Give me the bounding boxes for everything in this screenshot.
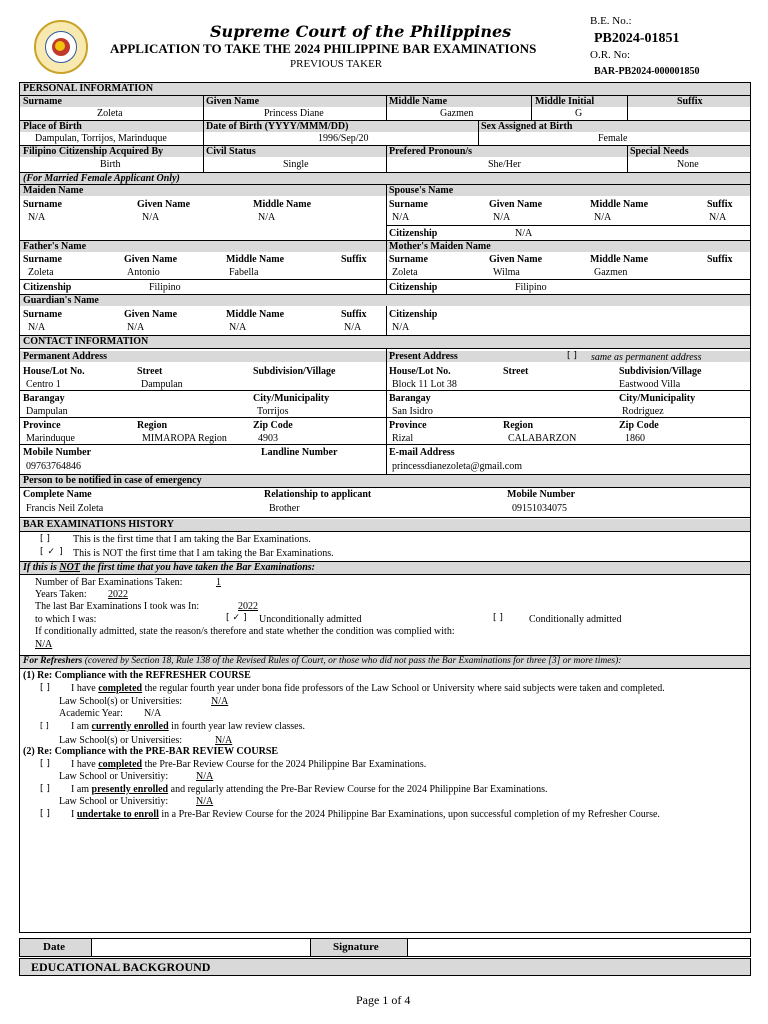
- father-surname-value: Zoleta: [28, 267, 54, 278]
- pres-subdivision-value: Eastwood Villa: [619, 379, 681, 390]
- seal-sun: [55, 41, 65, 51]
- email-value: princessdianezoleta@gmail.com: [392, 461, 522, 472]
- place-of-birth-value: Dampulan, Torrijos, Marinduque: [35, 133, 167, 144]
- middle-initial-label: Middle Initial: [535, 96, 595, 107]
- r2a-school-label: Law School or Universitiy:: [59, 771, 169, 782]
- cond-reason-value: N/A: [35, 639, 53, 650]
- guardian-given-value: N/A: [127, 322, 145, 333]
- sex-label: Sex Assigned at Birth: [481, 121, 573, 132]
- form-title: APPLICATION TO TAKE THE 2024 PHILIPPINE BAR EXAMINATIONS: [110, 41, 537, 56]
- pres-region-label: Region: [503, 420, 533, 431]
- seal-core: [52, 38, 70, 56]
- court-name: Supreme Court of the Philippines: [210, 22, 512, 41]
- seal-inner: [45, 31, 77, 63]
- emergency-name-value: Francis Neil Zoleta: [26, 503, 104, 514]
- father-given-label: Given Name: [124, 254, 178, 265]
- pres-barangay-value: San Isidro: [392, 406, 433, 417]
- r2b-statement: I am presently enrolled and regularly attending the Pre-Bar Review Course for the 2024 Philippine Bar Examinations.: [71, 784, 548, 795]
- landline-label: Landline Number: [261, 447, 338, 458]
- civil-status-value: Single: [283, 159, 309, 170]
- perm-city-label: City/Municipality: [253, 393, 330, 404]
- emergency-name-label: Complete Name: [23, 489, 92, 500]
- mother-name-title: Mother's Maiden Name: [389, 241, 491, 252]
- surname-value: Zoleta: [97, 108, 123, 119]
- date-label: Date: [43, 941, 65, 953]
- contact-section-header: CONTACT INFORMATION: [20, 336, 750, 348]
- uncond-check-icon: ✓: [232, 613, 241, 623]
- perm-barangay-value: Dampulan: [26, 406, 68, 417]
- years-taken-value: 2022: [108, 589, 128, 600]
- middle-name-label: Middle Name: [389, 96, 448, 107]
- mother-citizenship-label: Citizenship: [389, 282, 438, 293]
- first-time-checkbox[interactable]: [ ]: [40, 534, 50, 544]
- admitted-label: to which I was:: [35, 614, 97, 625]
- mother-suffix-label: Suffix: [707, 254, 733, 265]
- mother-citizenship-value: Filipino: [515, 282, 547, 293]
- father-middle-value: Fabella: [229, 267, 259, 278]
- pres-city-value: Rodriguez: [622, 406, 664, 417]
- history-section-header: BAR EXAMINATIONS HISTORY: [20, 519, 750, 531]
- r1b-checkbox[interactable]: [ ]: [40, 721, 49, 730]
- r2c-checkbox[interactable]: [ ]: [40, 809, 50, 819]
- personal-section-header: PERSONAL INFORMATION: [20, 83, 750, 95]
- special-needs-value: None: [677, 159, 699, 170]
- page-number: Page 1 of 4: [356, 993, 411, 1007]
- prebar-course-title: (2) Re: Compliance with the PRE-BAR REVIEW COURSE: [23, 746, 279, 757]
- maiden-middle-label: Middle Name: [253, 199, 312, 210]
- maiden-name-title: Maiden Name: [23, 185, 84, 196]
- pres-city-label: City/Municipality: [619, 393, 696, 404]
- spouse-given-value: N/A: [493, 212, 511, 223]
- guardian-citizenship-label: Citizenship: [389, 309, 438, 320]
- uncond-admitted-checkbox[interactable]: [ ✓ ]: [226, 613, 247, 623]
- perm-region-label: Region: [137, 420, 167, 431]
- r2a-checkbox[interactable]: [ ]: [40, 759, 50, 769]
- mother-middle-label: Middle Name: [590, 254, 649, 265]
- spouse-citizenship-label: Citizenship: [389, 228, 438, 239]
- mother-surname-label: Surname: [389, 254, 428, 265]
- pronouns-label: Prefered Pronoun/s: [389, 146, 473, 157]
- citizenship-acquired-value: Birth: [100, 159, 121, 170]
- r2b-checkbox[interactable]: [ ]: [40, 784, 50, 794]
- not-first-time-checkbox[interactable]: [ ✓ ]: [40, 547, 63, 557]
- same-as-permanent-label: same as permanent address: [591, 352, 702, 363]
- if-not-first-title: If this is NOT the first time that you have taken the Bar Examinations:: [20, 562, 750, 574]
- mother-surname-value: Zoleta: [392, 267, 418, 278]
- guardian-suffix-value: N/A: [344, 322, 362, 333]
- not-first-time-label: This is NOT the first time that I am taking the Bar Examinations.: [73, 548, 334, 559]
- pres-subdivision-label: Subdivision/Village: [619, 366, 702, 377]
- pres-zip-value: 1860: [625, 433, 645, 444]
- perm-street-label: Street: [137, 366, 163, 377]
- guardian-citizenship-value: N/A: [392, 322, 410, 333]
- perm-city-value: Torrijos: [257, 406, 289, 417]
- r1b-statement: I am currently enrolled in fourth year law review classes.: [71, 721, 306, 732]
- r2b-school-label: Law School or Universitiy:: [59, 796, 169, 807]
- num-taken-label: Number of Bar Examinations Taken:: [35, 577, 183, 588]
- r1a-school-value: N/A: [211, 696, 229, 707]
- father-suffix-label: Suffix: [341, 254, 367, 265]
- perm-street-value: Dampulan: [141, 379, 183, 390]
- perm-zip-label: Zip Code: [253, 420, 293, 431]
- pres-house-value: Block 11 Lot 38: [392, 379, 457, 390]
- mobile-value: 09763764846: [26, 461, 81, 472]
- perm-house-label: House/Lot No.: [23, 366, 85, 377]
- supreme-court-seal: [34, 20, 88, 74]
- middle-name-value: Gazmen: [440, 108, 474, 119]
- permanent-address-title: Permanent Address: [23, 351, 107, 362]
- father-middle-label: Middle Name: [226, 254, 285, 265]
- signature-label: Signature: [333, 941, 379, 953]
- spouse-middle-label: Middle Name: [590, 199, 649, 210]
- maiden-middle-value: N/A: [258, 212, 276, 223]
- guardian-middle-label: Middle Name: [226, 309, 285, 320]
- cond-reason-label: If conditionally admitted, state the reason/s therefore and state whether the condition was complied with:: [35, 626, 455, 637]
- father-name-title: Father's Name: [23, 241, 87, 252]
- special-needs-label: Special Needs: [630, 146, 689, 157]
- guardian-surname-label: Surname: [23, 309, 62, 320]
- citizenship-acquired-label: Filipino Citizenship Acquired By: [23, 146, 164, 157]
- r1a-statement: I have completed the regular fourth year under bona fide professors of the Law School or University where said subjects were taken and completed.: [71, 683, 665, 694]
- educational-background-header: EDUCATIONAL BACKGROUND: [31, 960, 211, 974]
- date-of-birth-value: 1996/Sep/20: [318, 133, 369, 144]
- guardian-suffix-label: Suffix: [341, 309, 367, 320]
- years-taken-label: Years Taken:: [35, 589, 87, 600]
- guardian-middle-value: N/A: [229, 322, 247, 333]
- pres-zip-label: Zip Code: [619, 420, 659, 431]
- emergency-title: Person to be notified in case of emergency: [20, 475, 750, 487]
- pres-house-label: House/Lot No.: [389, 366, 451, 377]
- date-of-birth-label: Date of Birth (YYYY/MMM/DD): [206, 121, 349, 132]
- perm-barangay-label: Barangay: [23, 393, 65, 404]
- perm-province-value: Marinduque: [26, 433, 75, 444]
- spouse-suffix-value: N/A: [709, 212, 727, 223]
- mother-given-label: Given Name: [489, 254, 543, 265]
- r2a-school-value: N/A: [196, 771, 214, 782]
- suffix-label: Suffix: [677, 96, 703, 107]
- spouse-given-label: Given Name: [489, 199, 543, 210]
- not-first-time-check-icon: ✓: [47, 547, 56, 557]
- num-taken-value: 1: [216, 577, 221, 588]
- present-address-title: Present Address: [389, 351, 458, 362]
- personal-label-bar-1: [20, 96, 750, 107]
- perm-zip-value: 4903: [258, 433, 278, 444]
- r2b-school-value: N/A: [196, 796, 214, 807]
- cond-admitted-label: Conditionally admitted: [529, 614, 622, 625]
- signature-field[interactable]: [408, 939, 750, 956]
- form-subtitle: PREVIOUS TAKER: [290, 58, 383, 70]
- surname-label: Surname: [23, 96, 62, 107]
- guardian-surname-value: N/A: [28, 322, 46, 333]
- pronouns-value: She/Her: [488, 159, 521, 170]
- father-given-value: Antonio: [127, 267, 160, 278]
- r2a-statement: I have completed the Pre-Bar Review Course for the 2024 Philippine Bar Examinations.: [71, 759, 427, 770]
- maiden-given-label: Given Name: [137, 199, 191, 210]
- married-female-note: (For Married Female Applicant Only): [20, 173, 750, 184]
- sex-value: Female: [598, 133, 628, 144]
- r1b-school-label: Law School(s) or Universities:: [59, 735, 183, 746]
- personal-label-bar-2: [20, 121, 750, 132]
- spouse-middle-value: N/A: [594, 212, 612, 223]
- emergency-mobile-value: 09151034075: [512, 503, 567, 514]
- given-name-value: Princess Diane: [264, 108, 324, 119]
- father-surname-label: Surname: [23, 254, 62, 265]
- last-exam-value: 2022: [238, 601, 258, 612]
- spouse-name-title: Spouse's Name: [389, 185, 454, 196]
- first-time-label: This is the first time that I am taking the Bar Examinations.: [73, 534, 311, 545]
- refreshers-title: For Refreshers (covered by Section 18, Rule 138 of the Revised Rules of Court, or those who did not pass the Bar Examinations for three [3] or more times):: [20, 656, 750, 668]
- spouse-surname-value: N/A: [392, 212, 410, 223]
- civil-status-label: Civil Status: [206, 146, 256, 157]
- emergency-mobile-label: Mobile Number: [507, 489, 576, 500]
- refresher-course-title: (1) Re: Compliance with the REFRESHER COURSE: [23, 670, 251, 681]
- guardian-given-label: Given Name: [124, 309, 178, 320]
- cond-admitted-checkbox[interactable]: [ ]: [493, 613, 503, 623]
- r1a-year-value: N/A: [144, 708, 162, 719]
- pres-barangay-label: Barangay: [389, 393, 431, 404]
- same-as-permanent-checkbox[interactable]: [ ]: [567, 351, 577, 361]
- maiden-surname-label: Surname: [23, 199, 62, 210]
- r1b-school-value: N/A: [215, 735, 233, 746]
- or-no-label: O.R. No:: [590, 49, 631, 61]
- given-name-label: Given Name: [206, 96, 260, 107]
- uncond-admitted-label: Unconditionally admitted: [259, 614, 362, 625]
- emergency-relationship-value: Brother: [269, 503, 300, 514]
- perm-subdivision-label: Subdivision/Village: [253, 366, 336, 377]
- pres-province-label: Province: [389, 420, 427, 431]
- mother-middle-value: Gazmen: [594, 267, 628, 278]
- maiden-given-value: N/A: [142, 212, 160, 223]
- r1a-year-label: Academic Year:: [59, 708, 123, 719]
- pres-province-value: Rizal: [392, 433, 414, 444]
- be-no-value: PB2024-01851: [594, 31, 680, 46]
- spouse-citizenship-value: N/A: [515, 228, 533, 239]
- emergency-relationship-label: Relationship to applicant: [264, 489, 372, 500]
- be-no-label: B.E. No.:: [590, 15, 632, 27]
- perm-province-label: Province: [23, 420, 61, 431]
- r1a-school-label: Law School(s) or Universities:: [59, 696, 183, 707]
- date-field[interactable]: [92, 939, 310, 956]
- middle-initial-value: G: [575, 108, 583, 119]
- r1a-checkbox[interactable]: [ ]: [40, 683, 50, 693]
- pres-street-label: Street: [503, 366, 529, 377]
- or-no-value: BAR-PB2024-000001850: [594, 66, 700, 77]
- perm-region-value: MIMAROPA Region: [142, 433, 227, 444]
- spouse-suffix-label: Suffix: [707, 199, 733, 210]
- maiden-surname-value: N/A: [28, 212, 46, 223]
- father-citizenship-label: Citizenship: [23, 282, 72, 293]
- mother-given-value: Wilma: [493, 267, 520, 278]
- spouse-surname-label: Surname: [389, 199, 428, 210]
- father-citizenship-value: Filipino: [149, 282, 181, 293]
- email-label: E-mail Address: [389, 447, 455, 458]
- place-of-birth-label: Place of Birth: [23, 121, 82, 132]
- perm-house-value: Centro 1: [26, 379, 61, 390]
- mobile-label: Mobile Number: [23, 447, 92, 458]
- pres-region-value: CALABARZON: [508, 433, 577, 444]
- last-exam-label: The last Bar Examinations I took was In:: [35, 601, 200, 612]
- guardian-name-title: Guardian's Name: [23, 295, 99, 306]
- r2c-statement: I undertake to enroll in a Pre-Bar Review Course for the 2024 Philippine Bar Examinations, upon successful completion of my Refresher Course.: [71, 809, 660, 820]
